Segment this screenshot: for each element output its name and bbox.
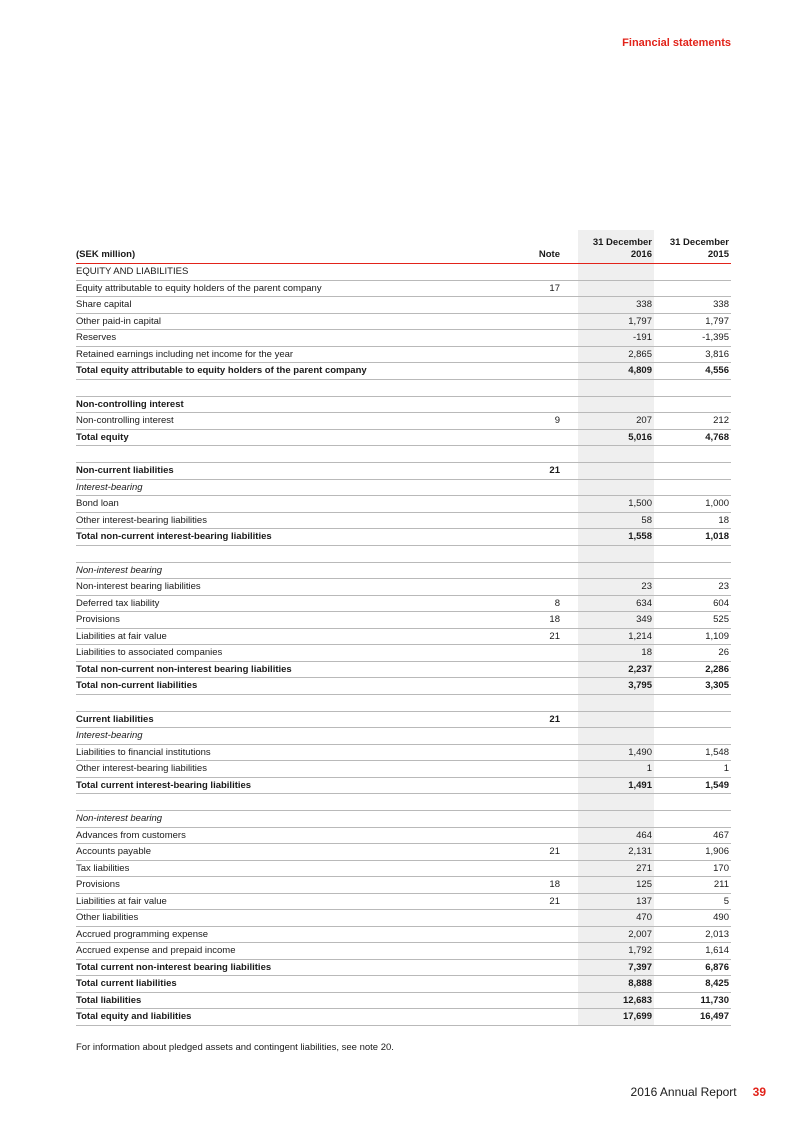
table-row: [76, 761, 731, 778]
row-value-2016: 464: [571, 827, 654, 844]
row-label: Non-controlling interest: [76, 413, 491, 430]
column-header-2016-line2: 2016: [630, 249, 652, 260]
row-note: [491, 446, 571, 463]
row-note: [491, 860, 571, 877]
row-value-2015: 525: [654, 612, 731, 629]
table-row: [76, 264, 731, 281]
row-label: Accrued expense and prepaid income: [76, 943, 491, 960]
row-label: Deferred tax liability: [76, 595, 491, 612]
row-value-2015: 4,768: [654, 429, 731, 446]
row-label: [76, 446, 491, 463]
row-note: [491, 512, 571, 529]
row-value-2016: 58: [571, 512, 654, 529]
row-label: Advances from customers: [76, 827, 491, 844]
row-label: Equity attributable to equity holders of the parent company: [76, 280, 491, 297]
row-value-2015: 6,876: [654, 959, 731, 976]
row-value-2015: 211: [654, 877, 731, 894]
row-label: Other interest-bearing liabilities: [76, 761, 491, 778]
row-label: Non-interest bearing: [76, 811, 491, 828]
row-value-2015: [654, 463, 731, 480]
row-value-2016: 634: [571, 595, 654, 612]
table-row: [76, 959, 731, 976]
row-value-2016: 7,397: [571, 959, 654, 976]
column-header-2015: [654, 230, 731, 264]
row-note: 18: [491, 612, 571, 629]
row-label: Total equity and liabilities: [76, 1009, 491, 1026]
column-header-2015-line2: 2015: [707, 249, 729, 260]
row-note: [491, 728, 571, 745]
row-label: Total liabilities: [76, 992, 491, 1009]
row-label: [76, 694, 491, 711]
report-title: 2016 Annual Report: [630, 1085, 737, 1099]
row-note: [491, 744, 571, 761]
table-row: [76, 628, 731, 645]
row-value-2016: 2,007: [571, 926, 654, 943]
row-value-2016: [571, 811, 654, 828]
row-value-2015: [654, 280, 731, 297]
row-label: Non-interest bearing: [76, 562, 491, 579]
row-value-2016: [571, 264, 654, 281]
row-value-2015: 1,797: [654, 313, 731, 330]
row-value-2016: 470: [571, 910, 654, 927]
row-label: EQUITY AND LIABILITIES: [76, 264, 491, 281]
row-value-2015: 23: [654, 579, 731, 596]
row-note: [491, 496, 571, 513]
table-row: [76, 976, 731, 993]
row-value-2016: 5,016: [571, 429, 654, 446]
row-value-2016: 1,792: [571, 943, 654, 960]
table-row: [76, 678, 731, 695]
table-row: [76, 595, 731, 612]
table-row: [76, 926, 731, 943]
row-label: Total current liabilities: [76, 976, 491, 993]
table-row: [76, 579, 731, 596]
row-value-2015: [654, 728, 731, 745]
table-row: [76, 711, 731, 728]
row-value-2015: [654, 811, 731, 828]
row-value-2015: 1,549: [654, 777, 731, 794]
row-label: Total current interest-bearing liabilities: [76, 777, 491, 794]
row-note: [491, 910, 571, 927]
row-label: Total non-current interest-bearing liabilities: [76, 529, 491, 546]
row-value-2015: 1,614: [654, 943, 731, 960]
row-note: [491, 264, 571, 281]
row-label: Other paid-in capital: [76, 313, 491, 330]
row-note: [491, 976, 571, 993]
page-number: 39: [752, 1085, 766, 1099]
row-value-2015: 338: [654, 297, 731, 314]
table-row: [76, 496, 731, 513]
row-value-2016: -191: [571, 330, 654, 347]
table-row: [76, 529, 731, 546]
row-value-2016: 12,683: [571, 992, 654, 1009]
row-label: Liabilities to associated companies: [76, 645, 491, 662]
row-label: Non-interest bearing liabilities: [76, 579, 491, 596]
row-label: Provisions: [76, 877, 491, 894]
row-note: [491, 761, 571, 778]
row-value-2016: 1,214: [571, 628, 654, 645]
row-value-2016: [571, 463, 654, 480]
row-label: Total non-current non-interest bearing liabilities: [76, 661, 491, 678]
row-label: Other liabilities: [76, 910, 491, 927]
row-value-2016: [571, 479, 654, 496]
row-value-2015: [654, 479, 731, 496]
table-row: [76, 728, 731, 745]
row-note: 8: [491, 595, 571, 612]
row-value-2015: [654, 446, 731, 463]
row-note: [491, 479, 571, 496]
row-note: [491, 363, 571, 380]
row-value-2015: 3,305: [654, 678, 731, 695]
row-label: Total equity: [76, 429, 491, 446]
row-note: [491, 396, 571, 413]
row-note: [491, 959, 571, 976]
row-value-2015: 604: [654, 595, 731, 612]
row-label: Liabilities to financial institutions: [76, 744, 491, 761]
table-row: [76, 744, 731, 761]
row-note: 9: [491, 413, 571, 430]
row-value-2015: 3,816: [654, 346, 731, 363]
row-label: Interest-bearing: [76, 728, 491, 745]
row-label: Other interest-bearing liabilities: [76, 512, 491, 529]
row-value-2015: [654, 379, 731, 396]
row-value-2015: 16,497: [654, 1009, 731, 1026]
row-label: Provisions: [76, 612, 491, 629]
table-row: [76, 893, 731, 910]
row-value-2016: 349: [571, 612, 654, 629]
row-value-2015: 1,018: [654, 529, 731, 546]
section-title: Financial statements: [622, 37, 731, 49]
row-value-2015: [654, 711, 731, 728]
row-value-2015: [654, 562, 731, 579]
row-value-2015: 1,548: [654, 744, 731, 761]
table-row: [76, 346, 731, 363]
row-note: [491, 346, 571, 363]
row-value-2016: [571, 694, 654, 711]
row-label: [76, 545, 491, 562]
row-value-2016: 1,491: [571, 777, 654, 794]
row-value-2016: [571, 711, 654, 728]
row-note: [491, 579, 571, 596]
row-value-2016: 17,699: [571, 1009, 654, 1026]
row-note: [491, 777, 571, 794]
row-note: [491, 678, 571, 695]
row-note: [491, 545, 571, 562]
row-value-2015: 26: [654, 645, 731, 662]
row-note: [491, 429, 571, 446]
table-row: [76, 379, 731, 396]
table-row: [76, 330, 731, 347]
row-value-2016: 18: [571, 645, 654, 662]
table-body: [76, 264, 731, 1026]
row-value-2015: [654, 694, 731, 711]
row-value-2016: [571, 280, 654, 297]
row-label: Reserves: [76, 330, 491, 347]
row-note: 21: [491, 844, 571, 861]
row-note: [491, 827, 571, 844]
row-value-2016: [571, 562, 654, 579]
row-note: [491, 562, 571, 579]
row-value-2015: 1,906: [654, 844, 731, 861]
row-value-2016: 207: [571, 413, 654, 430]
row-note: [491, 926, 571, 943]
row-value-2016: 2,237: [571, 661, 654, 678]
row-note: [491, 313, 571, 330]
row-note: [491, 811, 571, 828]
row-label: Liabilities at fair value: [76, 628, 491, 645]
row-label: Interest-bearing: [76, 479, 491, 496]
table-row: [76, 396, 731, 413]
footnote: For information about pledged assets and contingent liabilities, see note 20.: [76, 1042, 394, 1053]
row-value-2015: 467: [654, 827, 731, 844]
table-row: [76, 280, 731, 297]
row-value-2016: 4,809: [571, 363, 654, 380]
row-value-2016: 3,795: [571, 678, 654, 695]
table-row: [76, 811, 731, 828]
row-note: [491, 1009, 571, 1026]
column-header-2016: [571, 230, 654, 264]
row-label: Non-current liabilities: [76, 463, 491, 480]
row-note: [491, 694, 571, 711]
row-value-2016: 1,558: [571, 529, 654, 546]
row-note: [491, 529, 571, 546]
row-value-2016: 338: [571, 297, 654, 314]
row-note: [491, 645, 571, 662]
row-value-2016: [571, 396, 654, 413]
table-row: [76, 992, 731, 1009]
row-label: Share capital: [76, 297, 491, 314]
row-label: [76, 379, 491, 396]
row-value-2015: 11,730: [654, 992, 731, 1009]
table-row: [76, 1009, 731, 1026]
table-row: [76, 545, 731, 562]
row-label: Total non-current liabilities: [76, 678, 491, 695]
table-header-row: [76, 230, 731, 264]
column-header-2015-line1: 31 December: [669, 237, 729, 248]
row-value-2016: [571, 379, 654, 396]
row-note: 17: [491, 280, 571, 297]
row-value-2016: [571, 728, 654, 745]
row-value-2015: 490: [654, 910, 731, 927]
row-value-2016: 1,490: [571, 744, 654, 761]
column-header-note: Note: [491, 230, 571, 264]
balance-sheet: [76, 230, 731, 1026]
row-value-2015: [654, 794, 731, 811]
row-value-2015: [654, 264, 731, 281]
row-note: [491, 330, 571, 347]
row-label: Liabilities at fair value: [76, 893, 491, 910]
row-value-2015: 1,000: [654, 496, 731, 513]
row-value-2015: [654, 545, 731, 562]
table-row: [76, 645, 731, 662]
row-note: 18: [491, 877, 571, 894]
table-row: [76, 612, 731, 629]
table-row: [76, 777, 731, 794]
row-value-2016: 1,797: [571, 313, 654, 330]
table-row: [76, 661, 731, 678]
row-value-2016: [571, 545, 654, 562]
table-row: [76, 363, 731, 380]
row-label: Non-controlling interest: [76, 396, 491, 413]
row-note: 21: [491, 463, 571, 480]
table-row: [76, 446, 731, 463]
row-label: Accounts payable: [76, 844, 491, 861]
table-row: [76, 463, 731, 480]
table-row: [76, 429, 731, 446]
row-label: Tax liabilities: [76, 860, 491, 877]
row-note: [491, 297, 571, 314]
row-value-2015: 212: [654, 413, 731, 430]
table-row: [76, 562, 731, 579]
row-note: 21: [491, 893, 571, 910]
page-footer: [631, 1085, 766, 1099]
row-value-2015: 8,425: [654, 976, 731, 993]
table-row: [76, 313, 731, 330]
row-label: Total equity attributable to equity holders of the parent company: [76, 363, 491, 380]
table-row: [76, 413, 731, 430]
table-row: [76, 877, 731, 894]
table-row: [76, 860, 731, 877]
column-header-label: (SEK million): [76, 230, 491, 264]
row-label: Current liabilities: [76, 711, 491, 728]
row-note: [491, 992, 571, 1009]
balance-sheet-table: [76, 230, 731, 1026]
row-value-2015: 1: [654, 761, 731, 778]
row-value-2015: 2,286: [654, 661, 731, 678]
row-label: Accrued programming expense: [76, 926, 491, 943]
row-value-2016: 23: [571, 579, 654, 596]
row-value-2016: 271: [571, 860, 654, 877]
row-note: [491, 661, 571, 678]
row-value-2016: 137: [571, 893, 654, 910]
table-row: [76, 479, 731, 496]
row-value-2016: 1: [571, 761, 654, 778]
row-value-2016: 1,500: [571, 496, 654, 513]
row-value-2015: 1,109: [654, 628, 731, 645]
row-value-2015: 2,013: [654, 926, 731, 943]
row-label: Bond loan: [76, 496, 491, 513]
row-note: [491, 379, 571, 396]
row-value-2016: [571, 446, 654, 463]
column-header-2016-line1: 31 December: [592, 237, 652, 248]
row-value-2015: 18: [654, 512, 731, 529]
row-value-2015: -1,395: [654, 330, 731, 347]
row-note: 21: [491, 711, 571, 728]
row-value-2016: 2,865: [571, 346, 654, 363]
row-value-2016: 125: [571, 877, 654, 894]
table-row: [76, 827, 731, 844]
row-value-2015: 5: [654, 893, 731, 910]
table-row: [76, 910, 731, 927]
row-value-2015: 170: [654, 860, 731, 877]
row-value-2015: [654, 396, 731, 413]
table-row: [76, 794, 731, 811]
table-row: [76, 943, 731, 960]
row-label: Total current non-interest bearing liabilities: [76, 959, 491, 976]
row-label: [76, 794, 491, 811]
table-row: [76, 297, 731, 314]
row-label: Retained earnings including net income for the year: [76, 346, 491, 363]
row-value-2016: 2,131: [571, 844, 654, 861]
row-note: [491, 794, 571, 811]
table-row: [76, 844, 731, 861]
table-row: [76, 512, 731, 529]
row-note: 21: [491, 628, 571, 645]
row-value-2016: 8,888: [571, 976, 654, 993]
table-row: [76, 694, 731, 711]
row-value-2015: 4,556: [654, 363, 731, 380]
row-note: [491, 943, 571, 960]
row-value-2016: [571, 794, 654, 811]
